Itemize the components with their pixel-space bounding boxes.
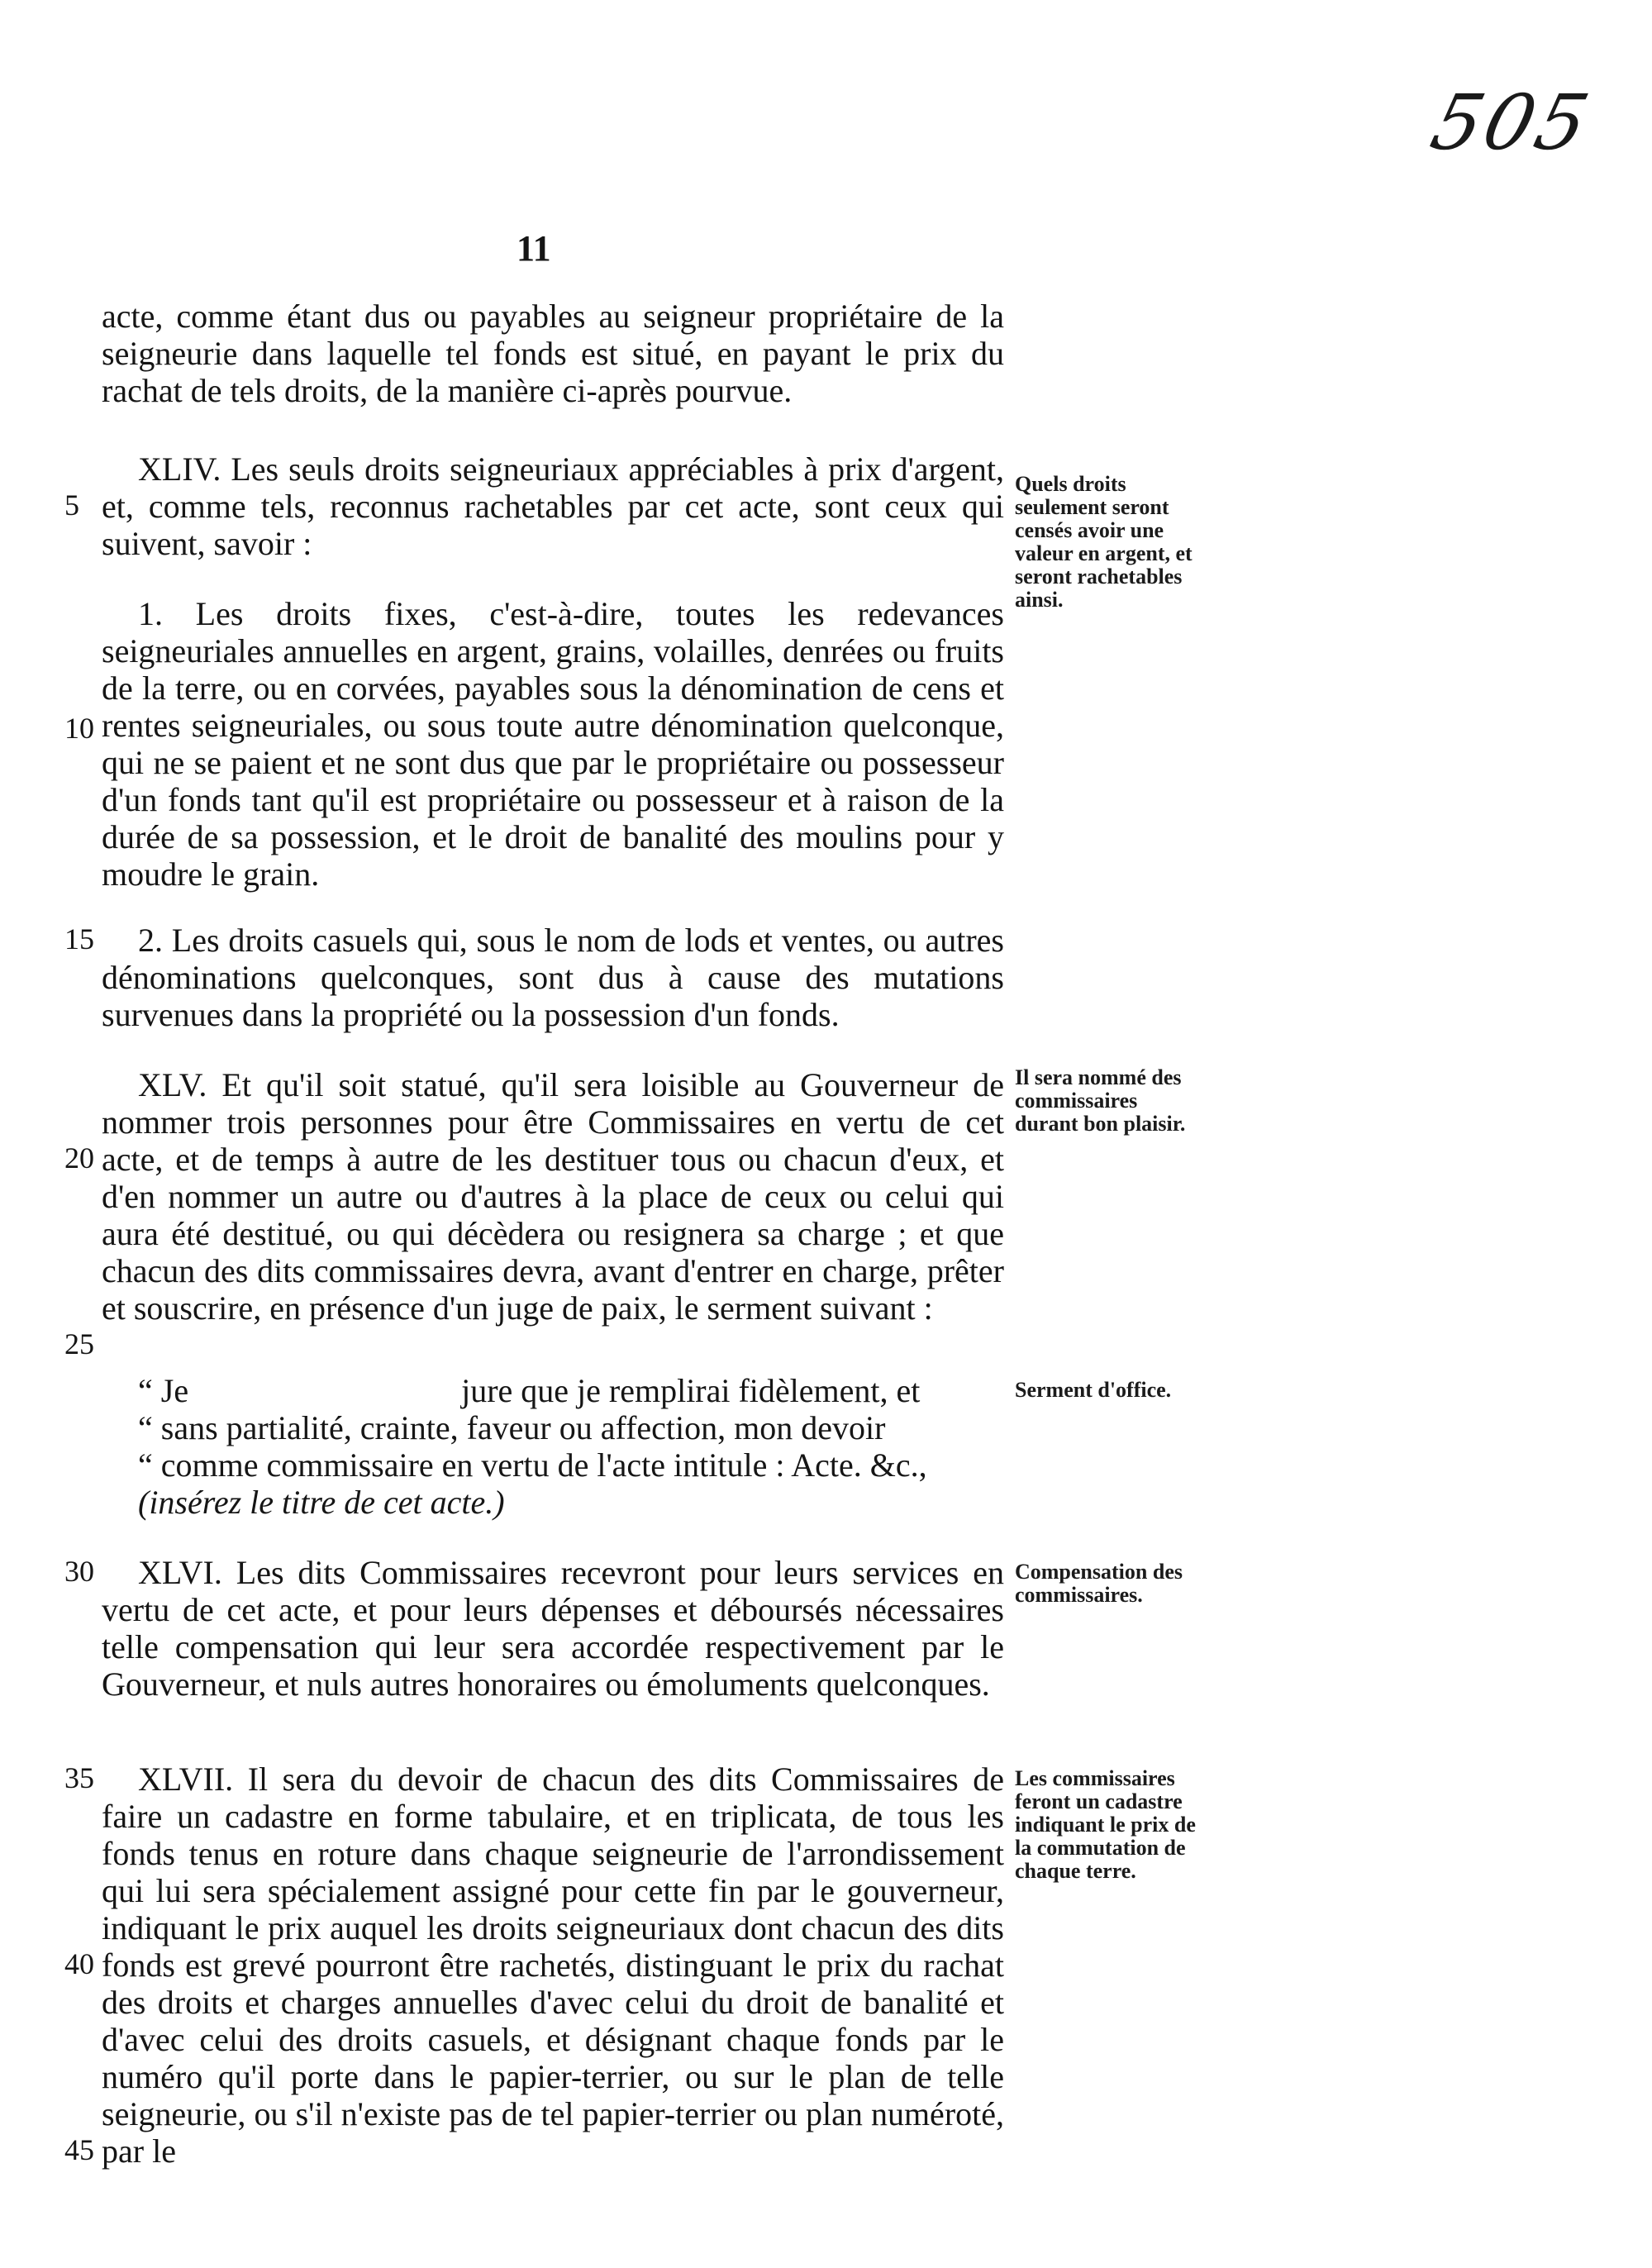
line-number: 25 (64, 1327, 94, 1360)
line-number: 45 (64, 2133, 94, 2166)
oath-block (102, 1372, 1004, 1521)
line-number: 20 (64, 1141, 94, 1174)
margin-note-serment: Serment d'office. (1015, 1378, 1172, 1402)
oath-line-4: (insérez le titre de cet acte.) (138, 1484, 505, 1521)
paragraph-xlvii: XLVII. Il sera du devoir de chacun des dits Commissaires de faire un cadastre en forme tabulaire, et en triplicata, de tous les fonds tenus en roture dans chaque seigneurie de l'arrondissement qui lui sera spécialement assigné pour cette fin par le gouverneur, indiquant le prix auquel les droits seigneuriaux dont chacun des dits fonds est grevé pourront être rachetés, distinguant le prix du rachat des droits et charges annuelles d'avec celui du droit de banalité et d'avec celui des droits casuels, et désignant chaque fonds par le numéro qu'il porte dans le papier-terrier, ou sur le plan de telle seigneurie, ou s'il n'existe pas de tel papier-terrier ou plan numéroté, par le (102, 1761, 1004, 2170)
paragraph-xlvi: XLVI. Les dits Commissaires recevront pour leurs services en vertu de cet acte, et pour leurs dépenses et déboursés nécessaires telle compensation qui leur sera accordée respectivement par le Gouverneur, et nuls autres honoraires ou émoluments quelconques. (102, 1554, 1004, 1703)
oath-line-3: “ comme commissaire en vertu de l'acte intitule : Acte. &c., (138, 1446, 927, 1484)
margin-note-cadastre: Les commissaires feront un cadastre indiquant le prix de la commutation de chaque terre. (1015, 1766, 1196, 1883)
line-number: 35 (64, 1761, 94, 1794)
handwritten-page-number: 505 (1422, 79, 1600, 167)
line-number: 5 (64, 488, 79, 522)
margin-note-quels-droits: Quels droits seulement seront censés avoir une valeur en argent, et seront rachetables ainsi. (1015, 472, 1193, 612)
paragraph-xliv: XLIV. Les seuls droits seigneuriaux appréciables à prix d'argent, et, comme tels, reconnus rachetables par cet acte, sont ceux qui suivent, savoir : (102, 450, 1004, 562)
margin-note-compensation: Compensation des commissaires. (1015, 1560, 1183, 1607)
page-number: 11 (517, 228, 551, 269)
line-number: 10 (64, 712, 94, 745)
line-number: 30 (64, 1555, 94, 1588)
margin-note-commissaires: Il sera nommé des commissaires durant bon plaisir. (1015, 1065, 1186, 1136)
paragraph-intro: acte, comme étant dus ou payables au seigneur propriétaire de la seigneurie dans laquelle tel fonds est situé, en payant le prix du rachat de tels droits, de la manière ci-après pourvue. (102, 298, 1004, 409)
oath-line-1: “ Je jure que je remplirai fidèlement, et (138, 1372, 921, 1409)
paragraph-item-1: 1. Les droits fixes, c'est-à-dire, toutes les redevances seigneuriales annuelles en argent, grains, volailles, denrées ou fruits de la terre, ou en corvées, payables sous la dénomination de cens et rentes seigneuriales, ou sous toute autre dénomination quelconque, qui ne se paient et ne sont dus que par le propriétaire ou possesseur d'un fonds tant qu'il est propriétaire ou possesseur et à raison de la durée de sa possession, et le droit de banalité des moulins pour y moudre le grain. (102, 595, 1004, 893)
line-number: 40 (64, 1947, 94, 1980)
paragraph-item-2: 2. Les droits casuels qui, sous le nom de lods et ventes, ou autres dénominations quelconques, sont dus à cause des mutations survenues dans la propriété ou la possession d'un fonds. (102, 922, 1004, 1033)
line-number: 15 (64, 922, 94, 955)
paragraph-xlv: XLV. Et qu'il soit statué, qu'il sera loisible au Gouverneur de nommer trois personnes pour être Commissaires en vertu de cet acte, et de temps à autre de les destituer tous ou chacun d'eux, et d'en nommer un autre ou d'autres à la place de ceux ou celui qui aura été destitué, ou qui décèdera ou resignera sa charge ; et que chacun des dits commissaires devra, avant d'entrer en charge, prêter et souscrire, en présence d'un juge de paix, le serment suivant : (102, 1066, 1004, 1327)
oath-line-2: “ sans partialité, crainte, faveur ou affection, mon devoir (138, 1409, 886, 1446)
